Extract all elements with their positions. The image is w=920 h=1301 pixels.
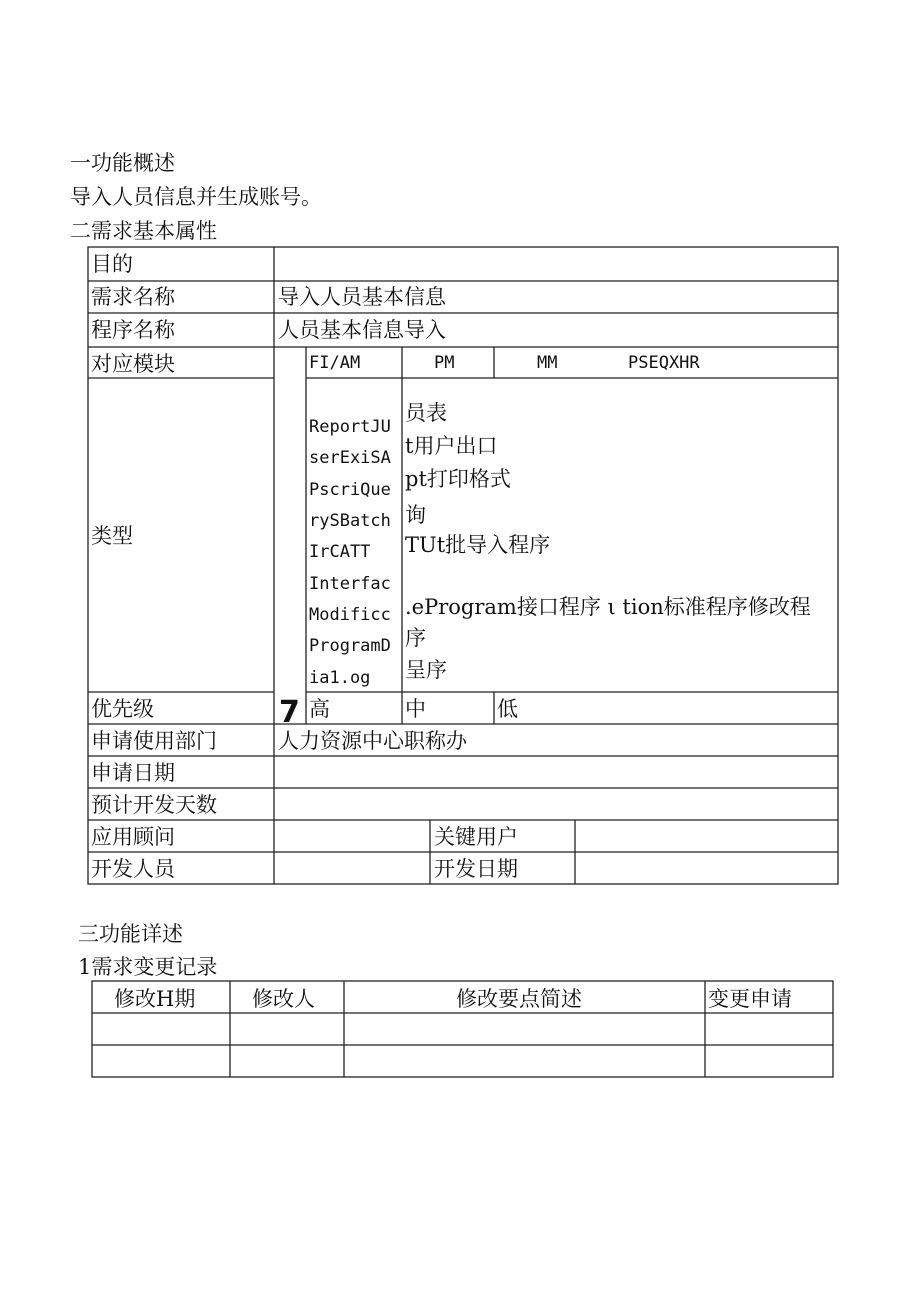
priority-medium[interactable]: 中 xyxy=(405,697,426,721)
type-option-line: ProgramD xyxy=(309,636,391,656)
estimated-days-label: 预计开发天数 xyxy=(91,793,217,817)
module-pm: PM xyxy=(434,353,455,373)
column-header-date: 修改H期 xyxy=(114,987,196,1011)
type-option-text: 询 xyxy=(405,503,426,527)
dev-date-label: 开发日期 xyxy=(434,857,518,881)
section2-heading: 二需求基本属性 xyxy=(70,219,217,243)
type-option-line: Interfac xyxy=(309,574,391,594)
key-user-label: 关键用户 xyxy=(434,825,518,849)
requirement-name-label: 需求名称 xyxy=(91,285,175,309)
type-option-text: 序 xyxy=(405,626,426,650)
program-name-label: 程序名称 xyxy=(91,318,175,342)
type-label: 类型 xyxy=(91,524,133,548)
department-value: 人力资源中心职称办 xyxy=(278,729,467,753)
module-label: 对应模块 xyxy=(91,352,175,376)
purpose-label: 目的 xyxy=(91,252,133,276)
change-record-heading: 1需求变更记录 xyxy=(78,955,218,979)
type-option-line: ReportJU xyxy=(309,417,391,437)
type-option-text: 呈序 xyxy=(405,658,447,682)
type-option-line: IrCATT xyxy=(309,542,371,562)
column-header-modifier: 修改人 xyxy=(252,987,315,1011)
type-option-line: PscriQue xyxy=(309,480,391,500)
type-option-text: .eProgram接口程序 ι tion标准程序修改程 xyxy=(405,595,811,619)
program-name-value: 人员基本信息导入 xyxy=(278,318,446,342)
module-pseqxhr: PSEQXHR xyxy=(628,353,700,373)
column-header-request: 变更申请 xyxy=(708,987,792,1011)
request-date-label: 申请日期 xyxy=(91,761,175,785)
type-option-text: t用户出口 xyxy=(405,434,498,458)
type-option-line: ia1.og xyxy=(309,668,371,688)
priority-high[interactable]: 高 xyxy=(309,697,330,721)
type-option-line: Modificc xyxy=(309,605,391,625)
priority-low[interactable]: 低 xyxy=(497,697,518,721)
module-fi-am: FI/AM xyxy=(309,353,361,373)
type-option-text: TUt批导入程序 xyxy=(405,533,551,557)
section1-body: 导入人员信息并生成账号。 xyxy=(70,185,322,209)
section1-heading: 一功能概述 xyxy=(70,151,175,175)
type-option-text: 员表 xyxy=(405,401,447,425)
module-mm: MM xyxy=(537,353,558,373)
column-header-summary: 修改要点简述 xyxy=(456,987,582,1011)
priority-label: 优先级 xyxy=(91,697,154,721)
developer-label: 开发人员 xyxy=(91,857,175,881)
type-option-text: pt打印格式 xyxy=(405,467,511,491)
requirement-name-value: 导入人员基本信息 xyxy=(278,285,446,309)
type-option-line: rySBatch xyxy=(309,511,391,531)
consultant-label: 应用顾问 xyxy=(91,825,175,849)
type-option-line: serExiSA xyxy=(309,448,391,468)
checkmark-seven: 7 xyxy=(279,695,300,730)
department-label: 申请使用部门 xyxy=(91,729,217,753)
section3-heading: 三功能详述 xyxy=(78,922,183,946)
